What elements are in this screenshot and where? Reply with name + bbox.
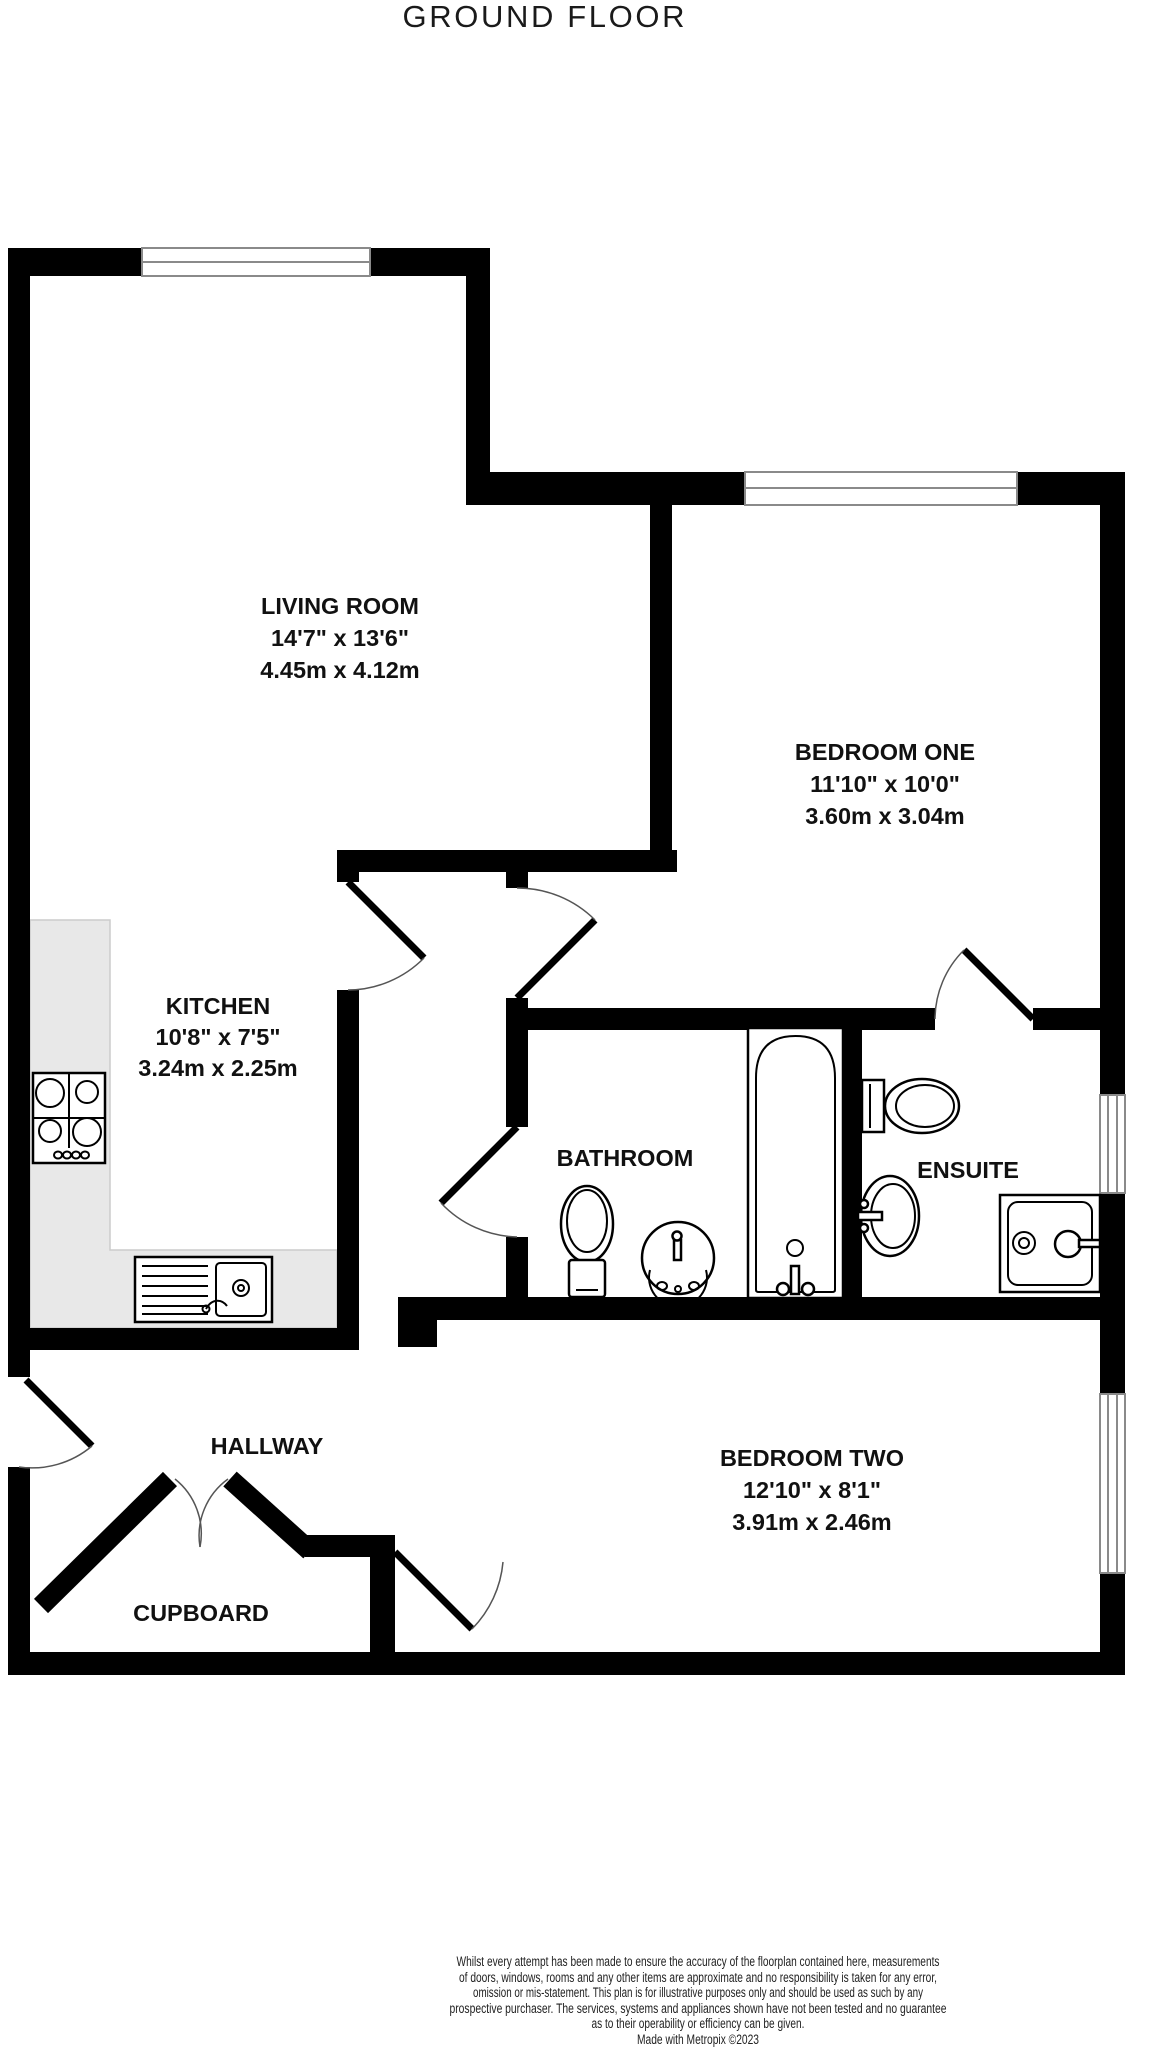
door-leaf (26, 1380, 92, 1446)
room-label-kitchen: KITCHEN (165, 993, 271, 1019)
room-label-living-room: LIVING ROOM (261, 593, 419, 619)
disclaimer-line: as to their operability or efficiency can be given. (591, 2016, 805, 2031)
bathroom-door (441, 1127, 517, 1237)
angled-wall-segment (41, 1479, 170, 1606)
room-dim-imperial: 12'10" x 8'1" (742, 1477, 882, 1503)
room-dim-metric: 3.91m x 2.46m (732, 1509, 892, 1535)
bedroom-two-window (1100, 1394, 1125, 1573)
wall-segment (337, 872, 359, 882)
wall-segment (1017, 472, 1125, 505)
room-dim-imperial: 10'8" x 7'5" (155, 1024, 281, 1050)
room-label-bedroom-one: BEDROOM ONE (794, 739, 976, 765)
disclaimer-line: Whilst every attempt has been made to ensure the accuracy of the floorplan contained here, measurements (456, 1954, 940, 1969)
entrance-door (19, 1380, 92, 1468)
wall-segment (398, 1297, 1100, 1320)
bathtub-icon (748, 1028, 843, 1298)
wall-segment (8, 1467, 30, 1675)
bedroom-one-window (745, 472, 1017, 505)
door-swing-arc (175, 1479, 201, 1547)
disclaimer-credit: Made with Metropix ©2023 (637, 2032, 759, 2047)
wall-segment (305, 1535, 395, 1557)
kitchen-sink-icon (135, 1257, 272, 1322)
angled-wall-segment (230, 1479, 310, 1551)
room-label-hallway: HALLWAY (210, 1433, 324, 1459)
wall-segment (650, 505, 672, 872)
room-label-cupboard: CUPBOARD (133, 1600, 269, 1626)
washbasin-icon (642, 1222, 714, 1307)
ensuite-window (1100, 1095, 1125, 1193)
kitchen-door (348, 882, 424, 990)
walls (8, 248, 1125, 1675)
disclaimer-line: prospective purchaser. The services, systems and appliances shown have not been tested and no guarantee (449, 2001, 947, 2016)
wall-segment (8, 1652, 1125, 1675)
disclaimer-line: omission or mis-statement. This plan is for illustrative purposes only and should be used as such by any (473, 1985, 924, 2000)
ensuite-toilet-icon (862, 1079, 959, 1133)
door-swing-arc (517, 888, 595, 920)
living-room-window (142, 248, 370, 276)
door-swing-arc (472, 1562, 503, 1629)
wall-segment (1033, 1008, 1100, 1030)
door-leaf (441, 1127, 517, 1203)
wall-segment (1100, 505, 1125, 1095)
cupboard-double-door (175, 1479, 228, 1547)
disclaimer-line: of doors, windows, rooms and any other items are approximate and no responsibility is taken for any error, (459, 1970, 937, 1985)
wall-segment (506, 1008, 935, 1030)
room-label-bathroom: BATHROOM (556, 1145, 694, 1171)
room-dim-metric: 3.60m x 3.04m (805, 803, 965, 829)
wall-segment (466, 248, 490, 505)
wall-segment (466, 472, 745, 505)
wall-segment (8, 248, 30, 1377)
room-dim-imperial: 14'7" x 13'6" (270, 625, 410, 651)
room-dim-metric: 3.24m x 2.25m (138, 1055, 298, 1081)
room-dim-imperial: 11'10" x 10'0" (810, 771, 960, 797)
door-swing-arc (199, 1479, 228, 1547)
wall-segment (8, 1328, 359, 1350)
door-swing-arc (348, 958, 424, 990)
room-label-ensuite: ENSUITE (917, 1157, 1019, 1183)
door-leaf (517, 920, 595, 998)
room-label-bedroom-two: BEDROOM TWO (719, 1445, 905, 1471)
wall-segment (1100, 1193, 1125, 1394)
door-swing-arc (935, 950, 964, 1019)
door-leaf (348, 882, 424, 958)
bedroom-two-door (395, 1552, 503, 1629)
windows (142, 248, 1125, 1573)
bedroom-one-door (517, 888, 595, 998)
wall-segment (506, 872, 528, 888)
shower-icon (1000, 1195, 1100, 1292)
disclaimer (450, 1954, 947, 2047)
hob-icon (33, 1073, 105, 1163)
wall-segment (398, 1297, 437, 1347)
wall-segment (370, 1557, 395, 1652)
toilet-icon (561, 1186, 613, 1297)
door-leaf (395, 1552, 472, 1629)
ensuite-door (935, 950, 1033, 1019)
page-title: GROUND FLOOR (402, 0, 686, 34)
door-leaf (964, 950, 1033, 1019)
door-swing-arc (441, 1203, 517, 1237)
wall-segment (337, 990, 359, 1350)
ensuite-washbasin-icon (858, 1176, 919, 1256)
room-dim-metric: 4.45m x 4.12m (260, 657, 420, 683)
door-swing-arc (19, 1446, 92, 1468)
wall-segment (337, 850, 677, 872)
